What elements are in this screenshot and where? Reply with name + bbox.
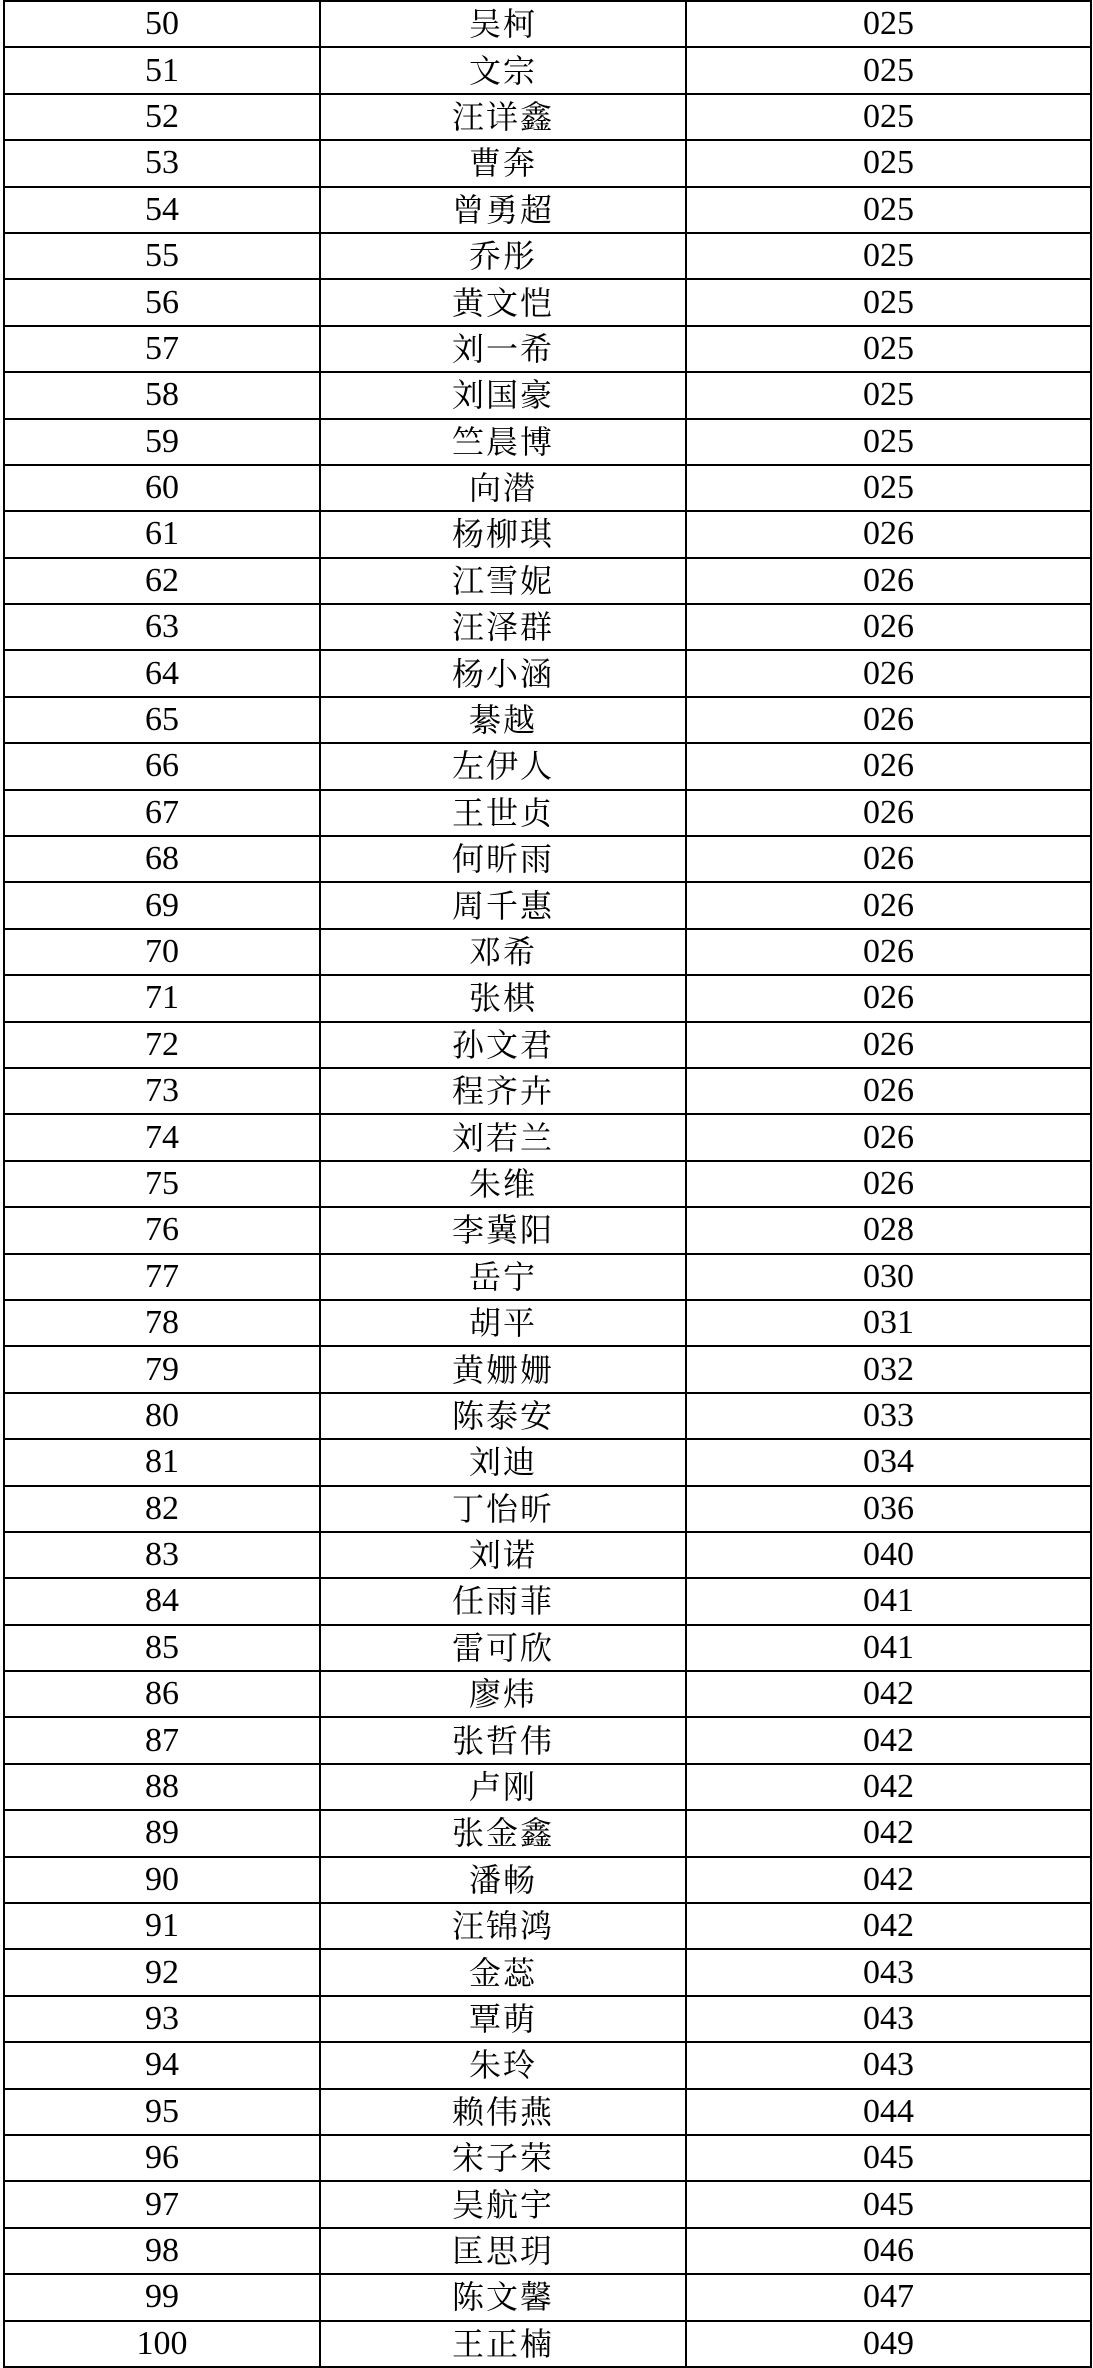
name-cell: 刘一希 (320, 326, 686, 372)
name-cell: 綦越 (320, 697, 686, 743)
name-cell: 杨柳琪 (320, 511, 686, 557)
score-table (3, 0, 1092, 2368)
code-cell: 025 (686, 279, 1091, 325)
code-cell: 025 (686, 233, 1091, 279)
code-cell: 045 (686, 2181, 1091, 2227)
name-cell: 朱维 (320, 1161, 686, 1207)
name-cell: 程齐卉 (320, 1068, 686, 1114)
table-row (4, 1625, 1091, 1671)
row-number-cell: 61 (4, 511, 320, 557)
code-cell: 025 (686, 419, 1091, 465)
code-cell: 025 (686, 326, 1091, 372)
name-cell: 曹奔 (320, 140, 686, 186)
row-number-cell: 98 (4, 2228, 320, 2274)
table-row (4, 2274, 1091, 2320)
row-number-cell: 100 (4, 2321, 320, 2367)
name-cell: 左伊人 (320, 743, 686, 789)
table-row (4, 1949, 1091, 1995)
code-cell: 028 (686, 1207, 1091, 1253)
name-cell: 孙文君 (320, 1022, 686, 1068)
table-row (4, 279, 1091, 325)
table-row (4, 1346, 1091, 1392)
name-cell: 何昕雨 (320, 836, 686, 882)
table-row (4, 1439, 1091, 1485)
table-row (4, 2135, 1091, 2181)
table-row (4, 1114, 1091, 1160)
name-cell: 匡思玥 (320, 2228, 686, 2274)
name-cell: 朱玲 (320, 2042, 686, 2088)
code-cell: 026 (686, 604, 1091, 650)
row-number-cell: 51 (4, 47, 320, 93)
row-number-cell: 53 (4, 140, 320, 186)
table-row (4, 1671, 1091, 1717)
table-row (4, 2321, 1091, 2367)
name-cell: 江雪妮 (320, 558, 686, 604)
code-cell: 026 (686, 1114, 1091, 1160)
table-row (4, 233, 1091, 279)
name-cell: 刘国豪 (320, 372, 686, 418)
code-cell: 025 (686, 372, 1091, 418)
row-number-cell: 79 (4, 1346, 320, 1392)
row-number-cell: 97 (4, 2181, 320, 2227)
row-number-cell: 57 (4, 326, 320, 372)
name-cell: 文宗 (320, 47, 686, 93)
row-number-cell: 52 (4, 94, 320, 140)
row-number-cell: 68 (4, 836, 320, 882)
name-cell: 张棋 (320, 975, 686, 1021)
row-number-cell: 65 (4, 697, 320, 743)
name-cell: 汪锦鸿 (320, 1903, 686, 1949)
name-cell: 潘畅 (320, 1857, 686, 1903)
code-cell: 026 (686, 975, 1091, 1021)
code-cell: 043 (686, 1996, 1091, 2042)
table-row (4, 1300, 1091, 1346)
row-number-cell: 88 (4, 1764, 320, 1810)
row-number-cell: 86 (4, 1671, 320, 1717)
code-cell: 040 (686, 1532, 1091, 1578)
row-number-cell: 99 (4, 2274, 320, 2320)
table-row (4, 187, 1091, 233)
table-row (4, 1578, 1091, 1624)
row-number-cell: 60 (4, 465, 320, 511)
name-cell: 汪泽群 (320, 604, 686, 650)
name-cell: 竺晨博 (320, 419, 686, 465)
table-row (4, 2228, 1091, 2274)
table-row (4, 929, 1091, 975)
table-row (4, 1393, 1091, 1439)
table-row (4, 650, 1091, 696)
name-cell: 岳宁 (320, 1254, 686, 1300)
code-cell: 034 (686, 1439, 1091, 1485)
name-cell: 覃萌 (320, 1996, 686, 2042)
row-number-cell: 96 (4, 2135, 320, 2181)
row-number-cell: 75 (4, 1161, 320, 1207)
code-cell: 031 (686, 1300, 1091, 1346)
table-row (4, 2089, 1091, 2135)
code-cell: 025 (686, 140, 1091, 186)
code-cell: 046 (686, 2228, 1091, 2274)
table-row (4, 1764, 1091, 1810)
name-cell: 汪详鑫 (320, 94, 686, 140)
name-cell: 雷可欣 (320, 1625, 686, 1671)
code-cell: 045 (686, 2135, 1091, 2181)
name-cell: 王正楠 (320, 2321, 686, 2367)
name-cell: 胡平 (320, 1300, 686, 1346)
row-number-cell: 87 (4, 1717, 320, 1763)
table-row (4, 47, 1091, 93)
row-number-cell: 54 (4, 187, 320, 233)
name-cell: 曾勇超 (320, 187, 686, 233)
table-row (4, 1161, 1091, 1207)
table-row (4, 1903, 1091, 1949)
code-cell: 026 (686, 511, 1091, 557)
name-cell: 李冀阳 (320, 1207, 686, 1253)
row-number-cell: 78 (4, 1300, 320, 1346)
table-row (4, 1996, 1091, 2042)
code-cell: 047 (686, 2274, 1091, 2320)
name-cell: 王世贞 (320, 790, 686, 836)
code-cell: 026 (686, 929, 1091, 975)
table-row (4, 1254, 1091, 1300)
table-row (4, 697, 1091, 743)
row-number-cell: 84 (4, 1578, 320, 1624)
name-cell: 黄文恺 (320, 279, 686, 325)
code-cell: 026 (686, 1068, 1091, 1114)
table-row (4, 882, 1091, 928)
row-number-cell: 69 (4, 882, 320, 928)
table-row (4, 604, 1091, 650)
row-number-cell: 80 (4, 1393, 320, 1439)
code-cell: 043 (686, 1949, 1091, 1995)
table-row (4, 2042, 1091, 2088)
code-cell: 041 (686, 1625, 1091, 1671)
table-row (4, 1717, 1091, 1763)
name-cell: 陈泰安 (320, 1393, 686, 1439)
name-cell: 刘诺 (320, 1532, 686, 1578)
table-row (4, 1022, 1091, 1068)
code-cell: 025 (686, 1, 1091, 47)
code-cell: 043 (686, 2042, 1091, 2088)
table-row (4, 1810, 1091, 1856)
code-cell: 042 (686, 1717, 1091, 1763)
row-number-cell: 94 (4, 2042, 320, 2088)
code-cell: 042 (686, 1810, 1091, 1856)
name-cell: 赖伟燕 (320, 2089, 686, 2135)
row-number-cell: 73 (4, 1068, 320, 1114)
table-row (4, 1207, 1091, 1253)
row-number-cell: 81 (4, 1439, 320, 1485)
score-table-body (4, 1, 1091, 2367)
row-number-cell: 91 (4, 1903, 320, 1949)
name-cell: 刘若兰 (320, 1114, 686, 1160)
code-cell: 042 (686, 1671, 1091, 1717)
row-number-cell: 63 (4, 604, 320, 650)
row-number-cell: 56 (4, 279, 320, 325)
name-cell: 吴柯 (320, 1, 686, 47)
code-cell: 026 (686, 882, 1091, 928)
code-cell: 042 (686, 1764, 1091, 1810)
row-number-cell: 62 (4, 558, 320, 604)
row-number-cell: 67 (4, 790, 320, 836)
table-row (4, 511, 1091, 557)
code-cell: 026 (686, 558, 1091, 604)
row-number-cell: 66 (4, 743, 320, 789)
table-row (4, 558, 1091, 604)
name-cell: 向潜 (320, 465, 686, 511)
code-cell: 026 (686, 650, 1091, 696)
row-number-cell: 83 (4, 1532, 320, 1578)
name-cell: 杨小涵 (320, 650, 686, 696)
table-row (4, 790, 1091, 836)
name-cell: 乔彤 (320, 233, 686, 279)
code-cell: 033 (686, 1393, 1091, 1439)
table-row (4, 1857, 1091, 1903)
code-cell: 032 (686, 1346, 1091, 1392)
name-cell: 陈文馨 (320, 2274, 686, 2320)
table-row (4, 372, 1091, 418)
name-cell: 周千惠 (320, 882, 686, 928)
table-row (4, 94, 1091, 140)
code-cell: 026 (686, 790, 1091, 836)
table-row (4, 2181, 1091, 2227)
name-cell: 吴航宇 (320, 2181, 686, 2227)
name-cell: 任雨菲 (320, 1578, 686, 1624)
row-number-cell: 74 (4, 1114, 320, 1160)
table-row (4, 140, 1091, 186)
row-number-cell: 50 (4, 1, 320, 47)
row-number-cell: 93 (4, 1996, 320, 2042)
name-cell: 丁怡昕 (320, 1486, 686, 1532)
row-number-cell: 95 (4, 2089, 320, 2135)
code-cell: 042 (686, 1857, 1091, 1903)
row-number-cell: 77 (4, 1254, 320, 1300)
name-cell: 张哲伟 (320, 1717, 686, 1763)
table-row (4, 1486, 1091, 1532)
name-cell: 邓希 (320, 929, 686, 975)
code-cell: 025 (686, 94, 1091, 140)
name-cell: 刘迪 (320, 1439, 686, 1485)
table-row (4, 1, 1091, 47)
code-cell: 025 (686, 465, 1091, 511)
name-cell: 金蕊 (320, 1949, 686, 1995)
table-row (4, 836, 1091, 882)
table-row (4, 465, 1091, 511)
code-cell: 030 (686, 1254, 1091, 1300)
row-number-cell: 89 (4, 1810, 320, 1856)
name-cell: 廖炜 (320, 1671, 686, 1717)
row-number-cell: 90 (4, 1857, 320, 1903)
code-cell: 025 (686, 187, 1091, 233)
table-row (4, 1532, 1091, 1578)
name-cell: 张金鑫 (320, 1810, 686, 1856)
name-cell: 黄姗姗 (320, 1346, 686, 1392)
code-cell: 036 (686, 1486, 1091, 1532)
row-number-cell: 82 (4, 1486, 320, 1532)
name-cell: 卢刚 (320, 1764, 686, 1810)
row-number-cell: 92 (4, 1949, 320, 1995)
table-row (4, 326, 1091, 372)
code-cell: 049 (686, 2321, 1091, 2367)
row-number-cell: 71 (4, 975, 320, 1021)
row-number-cell: 59 (4, 419, 320, 465)
table-row (4, 975, 1091, 1021)
row-number-cell: 55 (4, 233, 320, 279)
code-cell: 026 (686, 836, 1091, 882)
code-cell: 041 (686, 1578, 1091, 1624)
row-number-cell: 72 (4, 1022, 320, 1068)
code-cell: 026 (686, 1161, 1091, 1207)
row-number-cell: 58 (4, 372, 320, 418)
name-cell: 宋子荣 (320, 2135, 686, 2181)
code-cell: 026 (686, 697, 1091, 743)
table-row (4, 1068, 1091, 1114)
code-cell: 044 (686, 2089, 1091, 2135)
row-number-cell: 85 (4, 1625, 320, 1671)
row-number-cell: 70 (4, 929, 320, 975)
table-row (4, 743, 1091, 789)
code-cell: 026 (686, 743, 1091, 789)
code-cell: 042 (686, 1903, 1091, 1949)
table-row (4, 419, 1091, 465)
row-number-cell: 76 (4, 1207, 320, 1253)
code-cell: 026 (686, 1022, 1091, 1068)
code-cell: 025 (686, 47, 1091, 93)
row-number-cell: 64 (4, 650, 320, 696)
